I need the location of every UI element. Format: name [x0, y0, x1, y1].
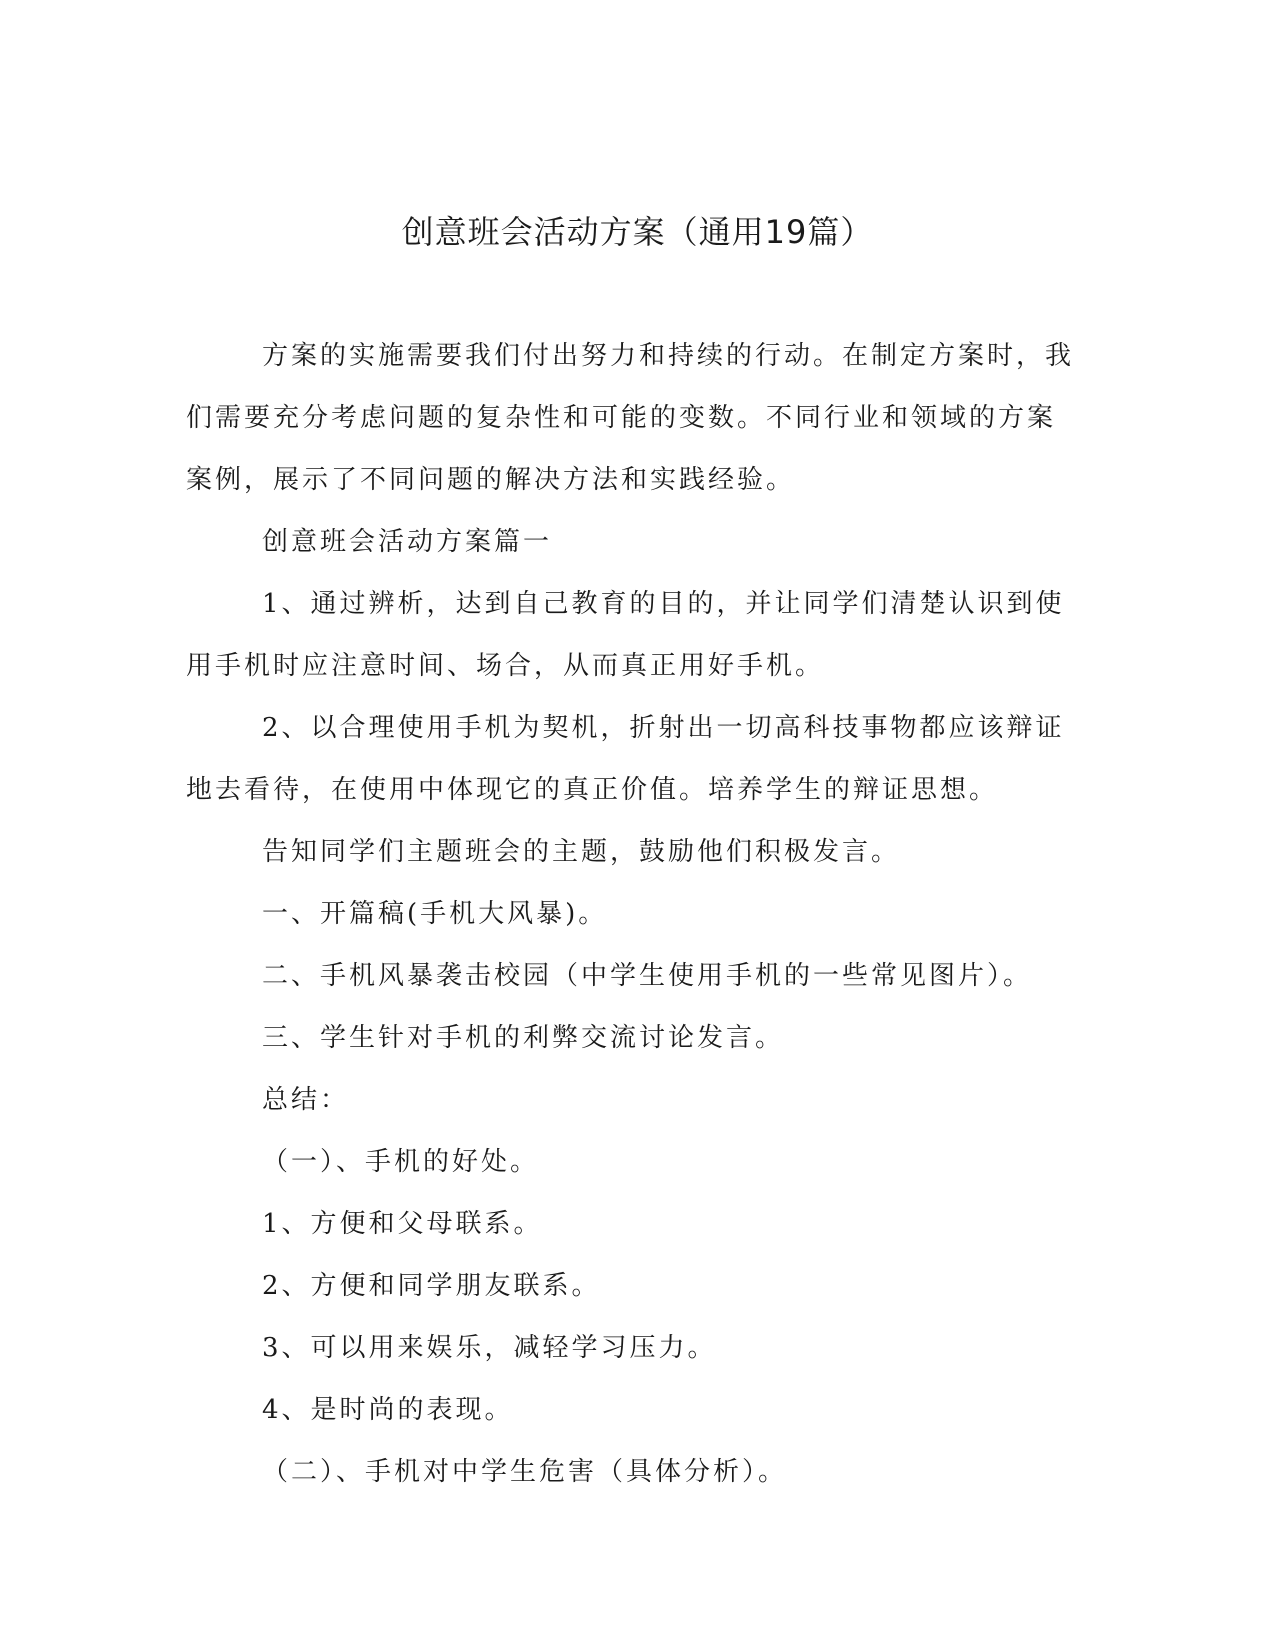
goal-item-1: 1、通过辨析，达到自己教育的目的，并让同学们清楚认识到使用手机时应注意时间、场合，从而真正用好手机。 — [186, 589, 1065, 681]
step-item-2: 二、手机风暴袭击校园（中学生使用手机的一些常见图片）。 — [262, 961, 1033, 991]
benefit-item-4: 4、是时尚的表现。 — [262, 1395, 514, 1425]
benefit-item-3: 3、可以用来娱乐，减轻学习压力。 — [262, 1333, 717, 1363]
document-body — [186, 325, 1082, 1503]
step-item-1: 一、开篇稿(手机大风暴)。 — [262, 899, 608, 929]
intro-paragraph: 方案的实施需要我们付出努力和持续的行动。在制定方案时，我们需要充分考虑问题的复杂性和可能的变数。不同行业和领域的方案案例，展示了不同问题的解决方法和实践经验。 — [186, 341, 1075, 495]
benefit-item-2: 2、方便和同学朋友联系。 — [262, 1271, 601, 1301]
document-title: 创意班会活动方案（通用19篇） — [401, 213, 874, 251]
goal-item-2: 2、以合理使用手机为契机，折射出一切高科技事物都应该辩证地去看待，在使用中体现它的真正价值。培养学生的辩证思想。 — [186, 713, 1065, 805]
summary-heading: 总结： — [262, 1085, 350, 1115]
paragraph-notice: 告知同学们主题班会的主题，鼓励他们积极发言。 — [262, 837, 901, 867]
benefits-heading: （一）、手机的好处。 — [262, 1147, 540, 1177]
benefit-item-1: 1、方便和父母联系。 — [262, 1209, 543, 1239]
harms-heading: （二）、手机对中学生危害（具体分析）。 — [262, 1457, 788, 1487]
section-heading: 创意班会活动方案篇一 — [262, 527, 553, 557]
step-item-3: 三、学生针对手机的利弊交流讨论发言。 — [262, 1023, 785, 1053]
